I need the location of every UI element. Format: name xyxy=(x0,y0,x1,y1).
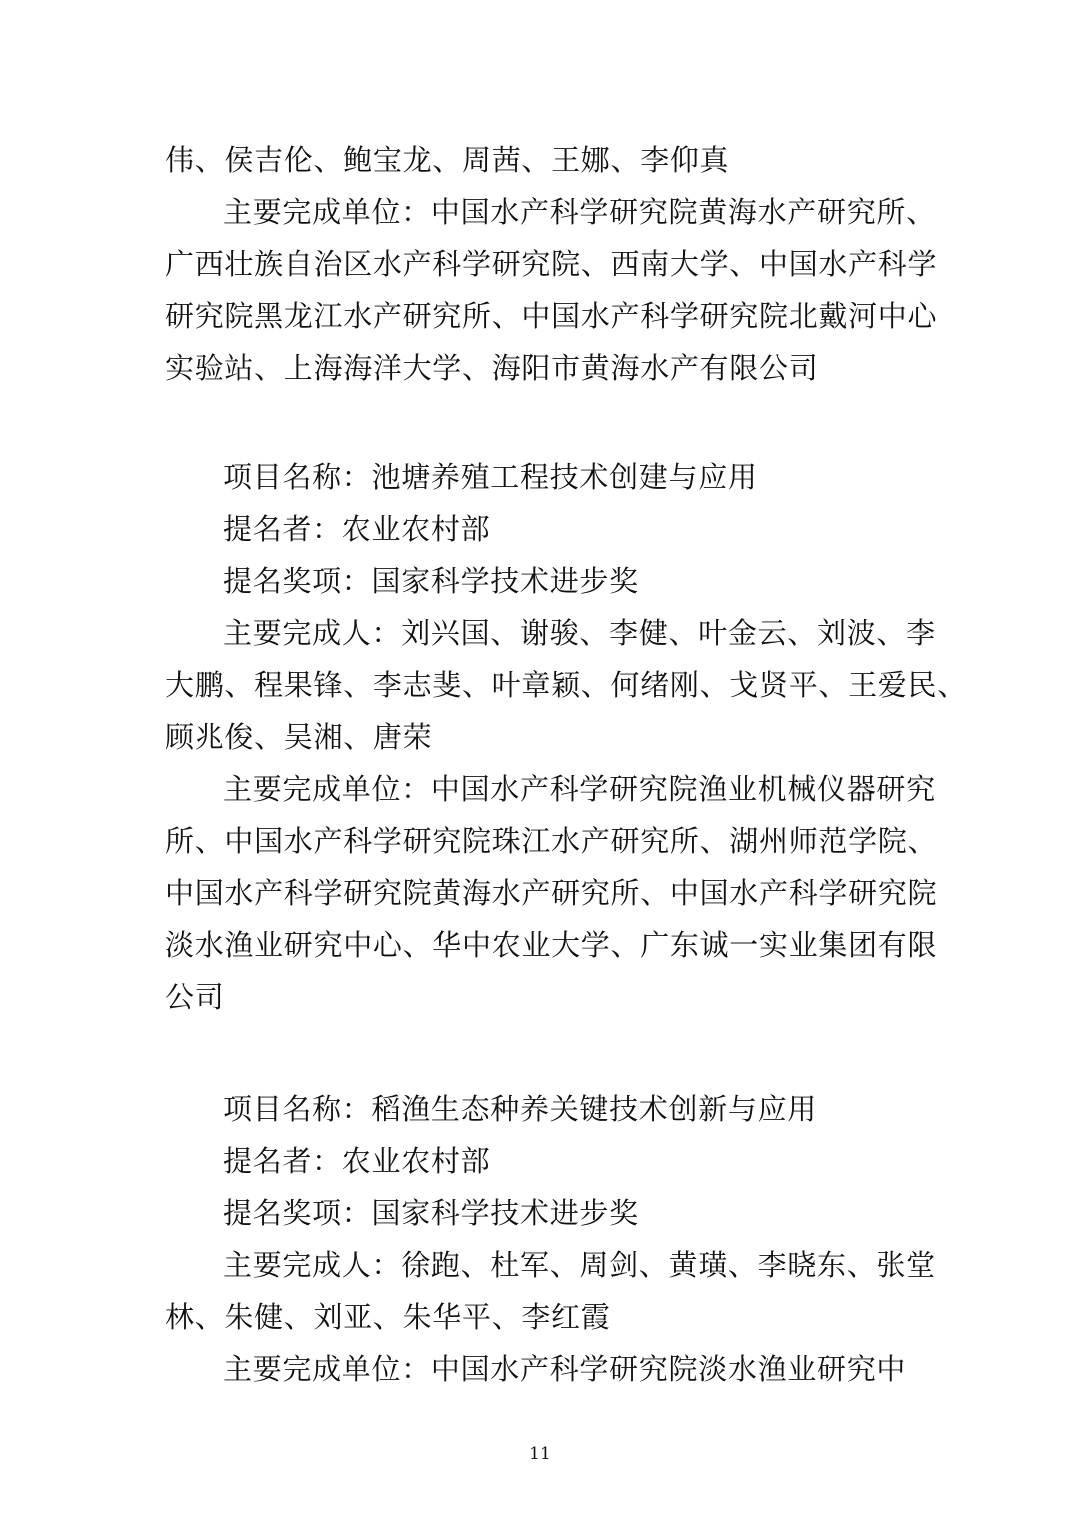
project-title-line: 项目名称：稻渔生态种养关键技术创新与应用 xyxy=(223,1092,818,1126)
award-line: 提名奖项：国家科学技术进步奖 xyxy=(223,1196,639,1230)
text-line: 广西壮族自治区水产科学研究院、西南大学、中国水产科学 xyxy=(165,247,938,281)
text-line: 伟、侯吉伦、鲍宝龙、周茜、王娜、李仰真 xyxy=(165,143,730,177)
contributors-line: 大鹏、程果锋、李志斐、叶章颖、何绪刚、戈贤平、王爱民、 xyxy=(165,668,967,702)
project-title-line: 项目名称：池塘养殖工程技术创建与应用 xyxy=(223,460,758,494)
institutions-line: 主要完成单位：中国水产科学研究院淡水渔业研究中 xyxy=(223,1352,907,1386)
section-pond-aquaculture-project xyxy=(165,451,967,1023)
contributors-line: 主要完成人：刘兴国、谢骏、李健、叶金云、刘波、李 xyxy=(223,616,936,650)
page-number: 11 xyxy=(529,1444,551,1464)
contributors-line: 顾兆俊、吴湘、唐荣 xyxy=(165,720,433,754)
institutions-line: 中国水产科学研究院黄海水产研究所、中国水产科学研究院 xyxy=(165,876,938,910)
institutions-line: 所、中国水产科学研究院珠江水产研究所、湖州师范学院、 xyxy=(165,824,938,858)
section-rice-fish-project xyxy=(165,1083,936,1395)
section-previous-project-continuation xyxy=(165,134,938,394)
institutions-line: 淡水渔业研究中心、华中农业大学、广东诚一实业集团有限 xyxy=(165,928,938,962)
text-line: 研究院黑龙江水产研究所、中国水产科学研究院北戴河中心 xyxy=(165,299,938,333)
institutions-line: 公司 xyxy=(165,980,225,1014)
contributors-line: 主要完成人：徐跑、杜军、周剑、黄璜、李晓东、张堂 xyxy=(223,1248,936,1282)
contributors-line: 林、朱健、刘亚、朱华平、李红霞 xyxy=(165,1300,611,1334)
nominator-line: 提名者：农业农村部 xyxy=(223,512,491,546)
award-line: 提名奖项：国家科学技术进步奖 xyxy=(223,564,639,598)
nominator-line: 提名者：农业农村部 xyxy=(223,1144,491,1178)
text-line: 主要完成单位：中国水产科学研究院黄海水产研究所、 xyxy=(223,195,936,229)
institutions-line: 主要完成单位：中国水产科学研究院渔业机械仪器研究 xyxy=(223,772,936,806)
text-line: 实验站、上海海洋大学、海阳市黄海水产有限公司 xyxy=(165,351,819,385)
